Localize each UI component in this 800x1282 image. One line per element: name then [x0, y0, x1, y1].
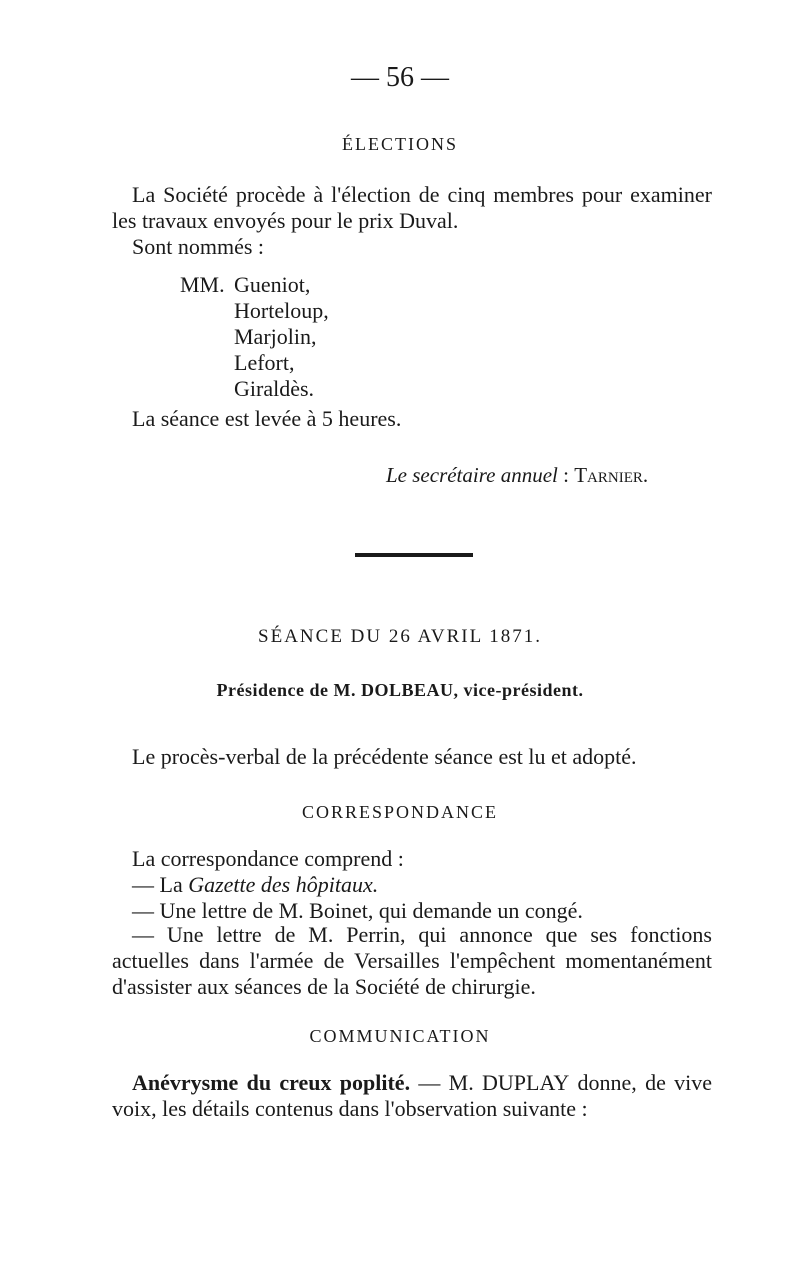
item-prefix: — La	[132, 872, 189, 897]
seance-closing: La séance est levée à 5 heures.	[132, 406, 402, 431]
member-item: Lefort,	[234, 350, 295, 375]
signature	[386, 462, 648, 488]
section-divider	[355, 553, 473, 557]
communication-text: donne, de vive voix, les détails contenus dans l'observation suivante :	[112, 1070, 713, 1121]
sont-nommes: Sont nommés :	[132, 234, 265, 259]
heading-elections: ÉLECTIONS	[342, 134, 458, 154]
communication-author: M. DUPLAY	[448, 1070, 570, 1095]
correspondance-intro: La correspondance comprend :	[132, 846, 404, 871]
page-number: — 56 —	[351, 62, 449, 93]
correspondance-item-2: — Une lettre de M. Boinet, qui demande un congé.	[132, 898, 583, 923]
proces-verbal: Le procès-verbal de la précédente séance est lu et adopté.	[132, 744, 637, 769]
signature-name: Tarnier.	[574, 463, 649, 487]
communication-title: Anévrysme du creux poplité.	[132, 1070, 411, 1095]
heading-correspondance: CORRESPONDANCE	[301, 802, 499, 822]
heading-communication: COMMUNICATION	[309, 1026, 491, 1046]
correspondance-item-1	[132, 872, 378, 898]
journal-title: Gazette des hôpitaux.	[188, 872, 379, 897]
member-item: Giraldès.	[234, 376, 315, 401]
elections-paragraph: La Société procède à l'élection de cinq membres pour examiner les travaux envoyés pour le prix Duval.	[112, 182, 712, 233]
member-item: Marjolin,	[234, 324, 317, 349]
presidence-line: Présidence de M. DOLBEAU, vice-président.	[216, 680, 584, 700]
mm-label: MM.	[180, 272, 225, 297]
communication-paragraph	[112, 1070, 712, 1122]
correspondance-item-3: — Une lettre de M. Perrin, qui annonce que ses fonctions actuelles dans l'armée de Versailles l'empêchent momentanément d'assister aux séances de la Société de chirurgie.	[112, 922, 712, 999]
member-item: Horteloup,	[234, 298, 329, 323]
member-list	[234, 272, 329, 402]
communication-dash: —	[410, 1070, 449, 1095]
signature-separator: :	[557, 463, 575, 487]
member-item: Gueniot,	[234, 272, 311, 297]
signature-label: Le secrétaire annuel	[386, 463, 558, 487]
seance-title: SÉANCE DU 26 AVRIL 1871.	[258, 626, 542, 647]
